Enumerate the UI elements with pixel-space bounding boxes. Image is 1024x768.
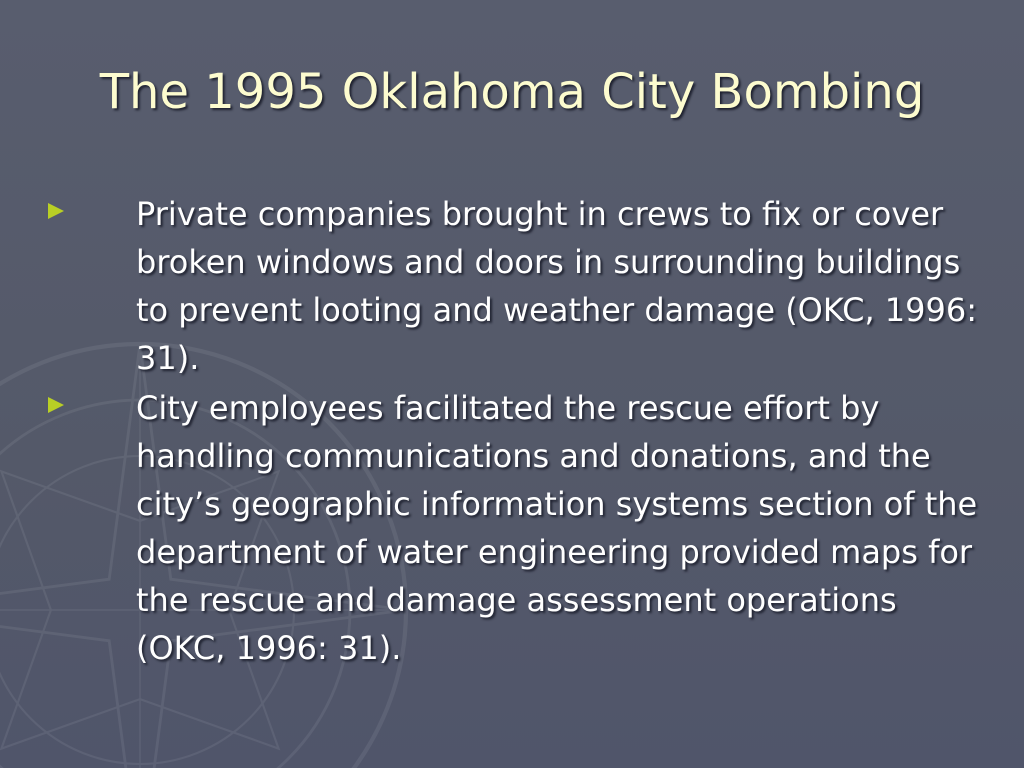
bullet-text: Private companies brought in crews to fix or cover broken windows and doors in surrounding buildings to prevent looting and weather damage (OKC, 1996: 31). — [136, 195, 977, 377]
bullet-item — [48, 384, 988, 672]
bullet-list — [48, 190, 988, 674]
slide-title: The 1995 Oklahoma City Bombing — [99, 64, 925, 120]
arrow-bullet-icon — [48, 203, 64, 219]
bullet-item — [48, 190, 988, 382]
bullet-text: City employees facilitated the rescue effort by handling communications and donations, and the city’s geographic information systems section of the department of water engineering provided maps for the rescue and damage assessment operations (OKC, 1996: 31). — [136, 389, 978, 667]
arrow-bullet-icon — [48, 397, 64, 413]
